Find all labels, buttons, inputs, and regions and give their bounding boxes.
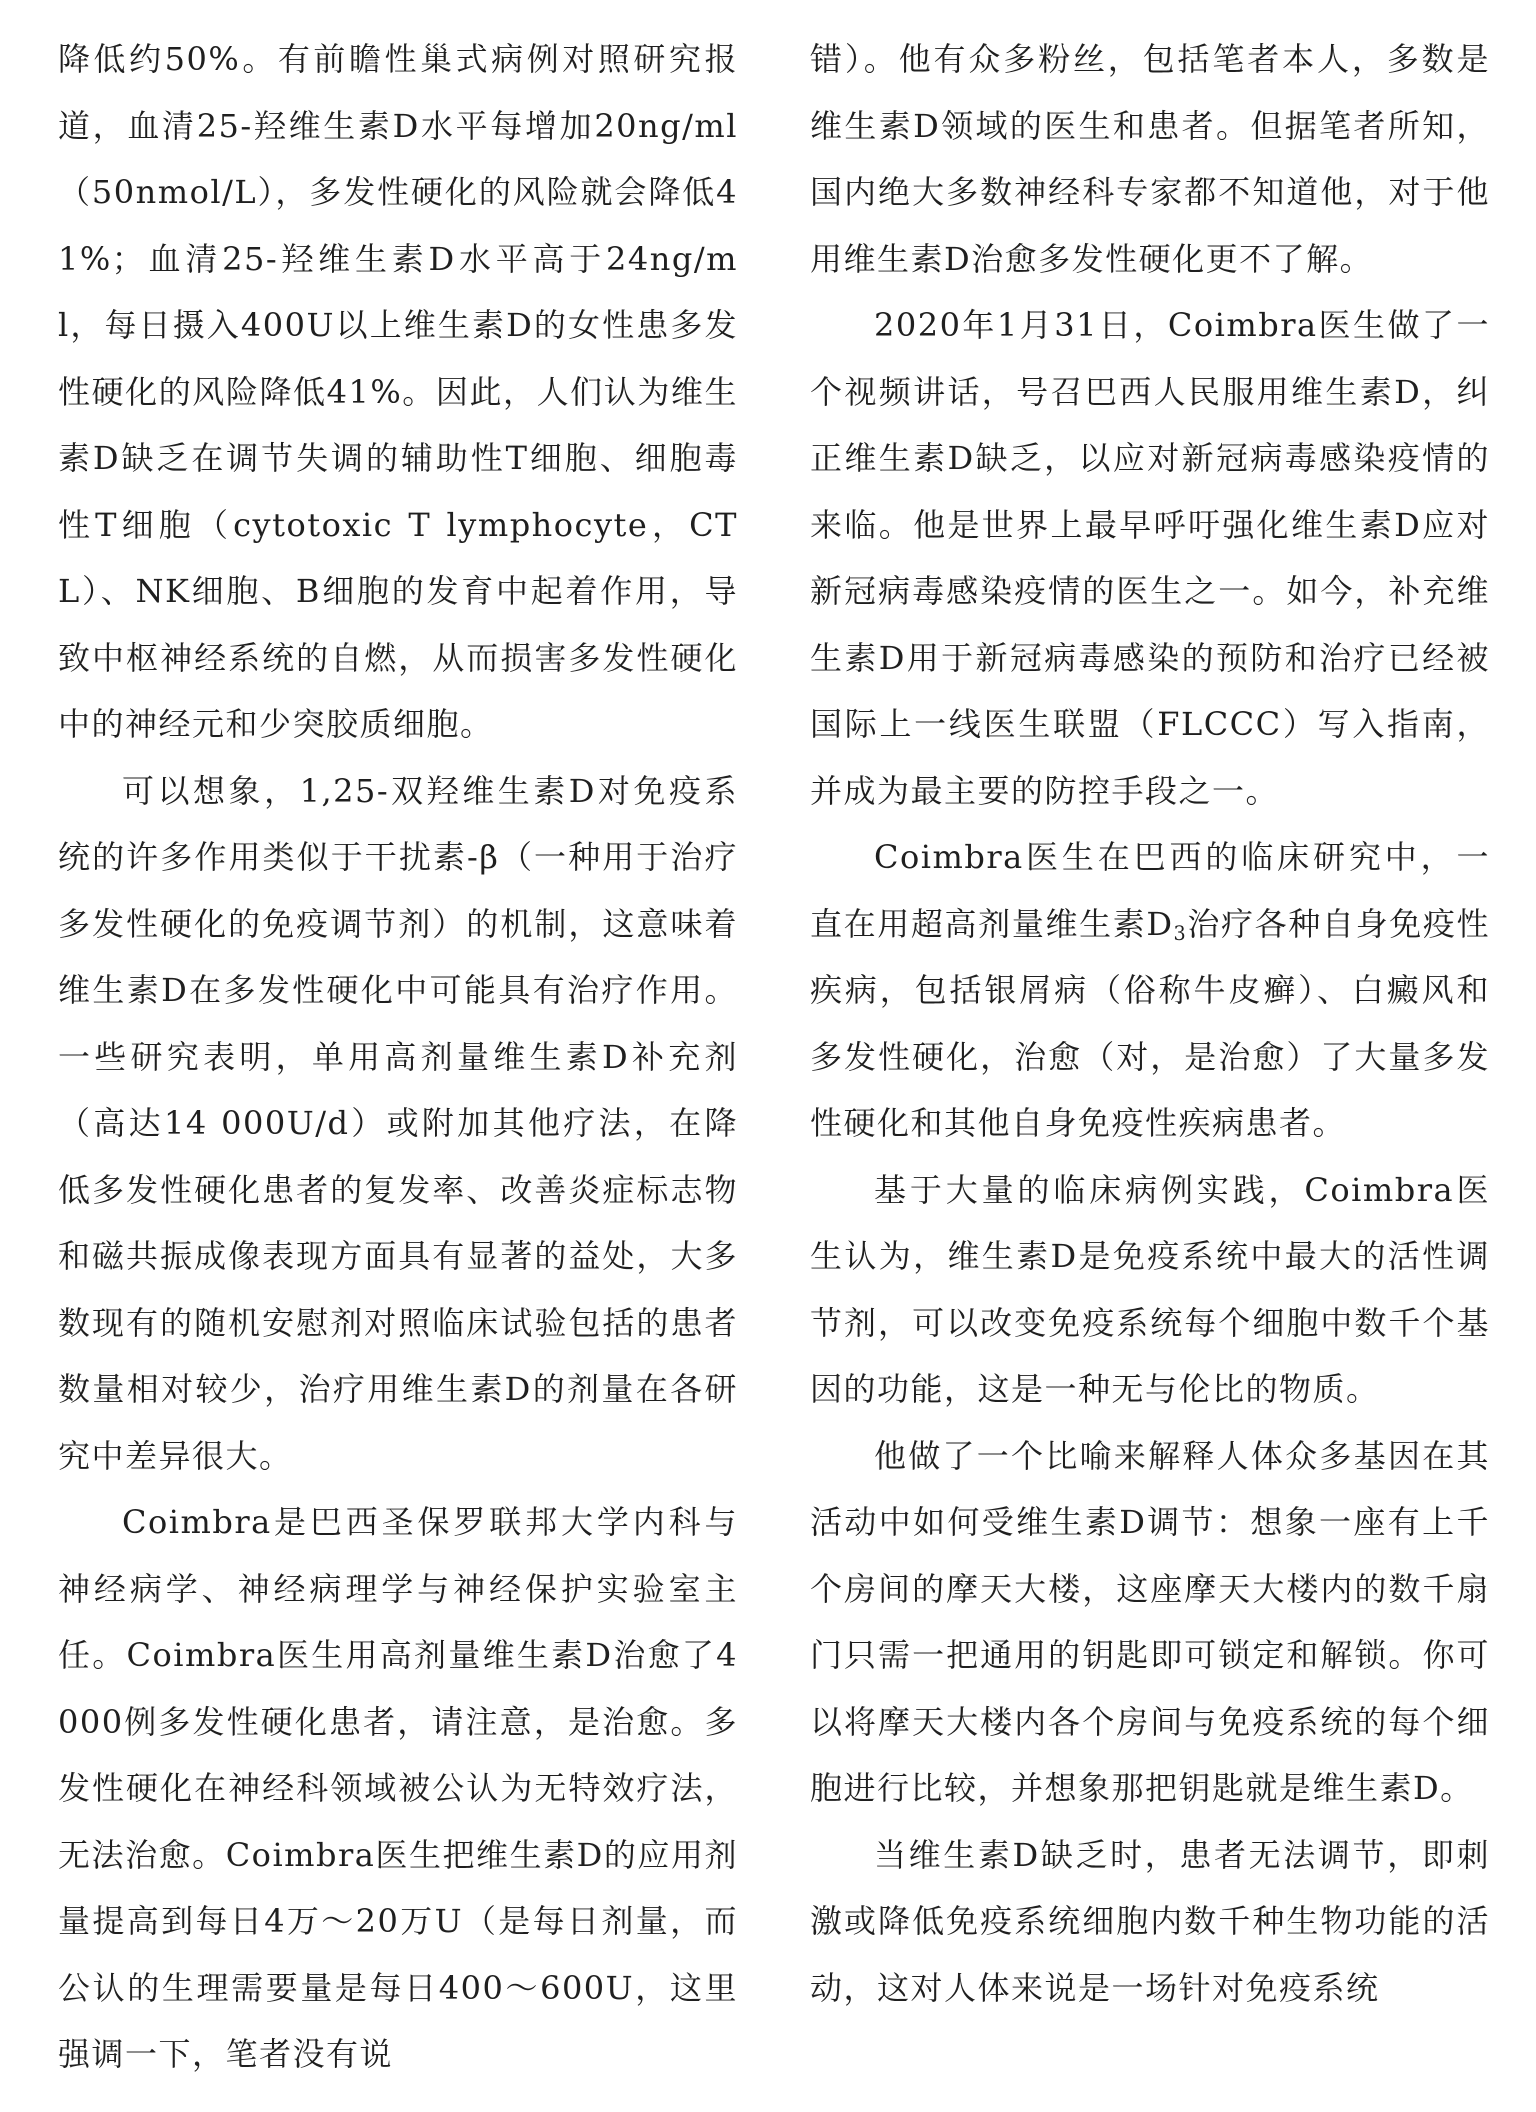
paragraph-interferon-comparison: 可以想象，1,25-双羟维生素D对免疫系统的许多作用类似于干扰素-β（一种用于治疗多发性硬化的免疫调节剂）的机制，这意味着维生素D在多发性硬化中可能具有治疗作用。一些研究表明，单用高剂量维生素D补充剂（高达14 000U/d）或附加其他疗法，在降低多发性硬化患者的复发率、改善炎症标志物和磁共振成像表现方面具有显著的益处，大多数现有的随机安慰剂对照临床试验包括的患者数量相对较少，治疗用维生素D的剂量在各研究中差异很大。 (58, 771, 738, 1475)
paragraph-immune-regulator: 基于大量的临床病例实践，Coimbra医生认为，维生素D是免疫系统中最大的活性调节剂，可以改变免疫系统每个细胞中数千个基因的功能，这是一种无与伦比的物质。 (810, 1170, 1490, 1408)
right-text-column (810, 26, 1490, 2021)
text-segment: 治疗各种自身免疫性疾病，包括银屑病（俗称牛皮癣）、白癜风和多发性硬化，治愈（对，是治愈）了大量多发性硬化和其他自身免疫性疾病患者。 (810, 904, 1490, 1142)
left-text-column (58, 26, 738, 2088)
paragraph-coimbra-intro: Coimbra是巴西圣保罗联邦大学内科与神经病学、神经病理学与神经保护实验室主任。Coimbra医生用高剂量维生素D治愈了4000例多发性硬化患者，请注意，是治愈。多发性硬化在神经科领域被公认为无特效疗法，无法治愈。Coimbra医生把维生素D的应用剂量提高到每日4万～20万U（是每日剂量，而公认的生理需要量是每日400～600U，这里强调一下，笔者没有说 (58, 1503, 738, 2073)
paragraph-continued-right: 错）。他有众多粉丝，包括笔者本人，多数是维生素D领域的医生和患者。但据笔者所知，国内绝大多数神经科专家都不知道他，对于他用维生素D治愈多发性硬化更不了解。 (810, 40, 1490, 278)
subscript-3: 3 (1173, 921, 1188, 945)
paragraph-continued: 降低约50%。有前瞻性巢式病例对照研究报道，血清25-羟维生素D水平每增加20ng/ml（50nmol/L），多发性硬化的风险就会降低41%；血清25-羟维生素D水平高于24ng/ml，每日摄入400U以上维生素D的女性患多发性硬化的风险降低41%。因此，人们认为维生素D缺乏在调节失调的辅助性T细胞、细胞毒性T细胞（cytotoxic T lymphocyte，CTL）、NK细胞、B细胞的发育中起着作用，导致中枢神经系统的自燃，从而损害多发性硬化中的神经元和少突胶质细胞。 (58, 40, 738, 743)
paragraph-clinical-research (810, 824, 1490, 1157)
paragraph-video-speech: 2020年1月31日，Coimbra医生做了一个视频讲话，号召巴西人民服用维生素D，纠正维生素D缺乏，以应对新冠病毒感染疫情的来临。他是世界上最早呼吁强化维生素D应对新冠病毒感染疫情的医生之一。如今，补充维生素D用于新冠病毒感染的预防和治疗已经被国际上一线医生联盟（FLCCC）写入指南，并成为最主要的防控手段之一。 (810, 306, 1490, 810)
paragraph-skyscraper-metaphor: 他做了一个比喻来解释人体众多基因在其活动中如何受维生素D调节：想象一座有上千个房间的摩天大楼，这座摩天大楼内的数千扇门只需一把通用的钥匙即可锁定和解锁。你可以将摩天大楼内各个房间与免疫系统的每个细胞进行比较，并想象那把钥匙就是维生素D。 (810, 1436, 1490, 1807)
text-segment: Coimbra医生在巴西的临床研究中，一直在用超高剂量维生素D (810, 838, 1490, 943)
paragraph-deficiency: 当维生素D缺乏时，患者无法调节，即刺激或降低免疫系统细胞内数千种生物功能的活动，这对人体来说是一场针对免疫系统 (810, 1835, 1490, 2007)
